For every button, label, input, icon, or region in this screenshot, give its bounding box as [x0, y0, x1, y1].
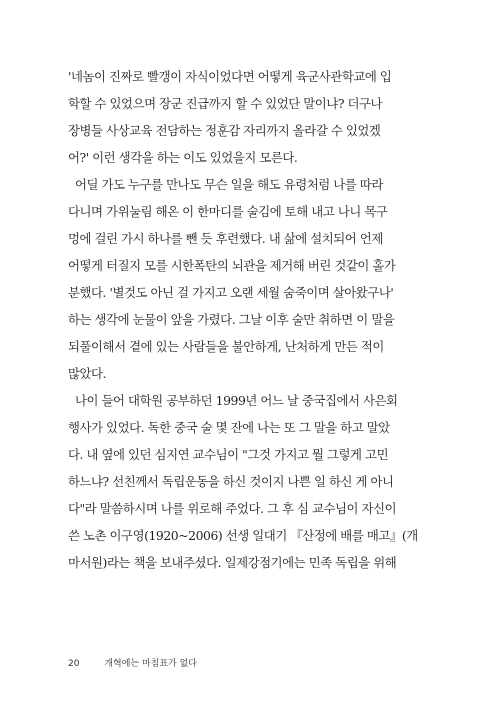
text-line: 다"라 말씀하시며 나를 위로해 주었다. 그 후 심 교수님이 자신이 [68, 501, 397, 516]
text-line: 쓴 노촌 이구영(1920~2006) 선생 일대기 『산정에 배를 매고』(개 [68, 528, 418, 543]
body-text [68, 63, 430, 576]
text-line: 분했다. '별것도 아닌 걸 가지고 오랜 세월 숨죽이며 살아왔구나' [68, 285, 394, 300]
text-line: 많았다. [68, 366, 107, 381]
page-footer [68, 656, 197, 669]
text-line: 장병들 사상교육 전담하는 정훈감 자리까지 올라갈 수 있었겠 [68, 123, 381, 138]
text-line: 멍에 걸린 가시 하나를 뺀 듯 후련했다. 내 삶에 설치되어 언제 [68, 231, 383, 246]
text-line: 되풀이해서 곁에 있는 사람들을 불안하게, 난처하게 만든 적이 [68, 339, 384, 354]
text-line: 나이 들어 대학원 공부하던 1999년 어느 날 중국집에서 사은회 [68, 393, 398, 408]
text-line: 어딜 가도 누구를 만나도 무슨 일을 해도 유령처럼 나를 따라 [68, 177, 383, 192]
text-line: 하는 생각에 눈물이 앞을 가렸다. 그날 이후 술만 취하면 이 말을 [68, 312, 395, 327]
text-line: 하느냐? 선친께서 독립운동을 하신 것이지 나쁜 일 하신 게 아니 [68, 474, 394, 489]
text-line: 다. 내 옆에 있던 심지연 교수님이 "그것 가지고 뭘 그렇게 고민 [68, 447, 389, 462]
text-line: 행사가 있었다. 독한 중국 술 몇 잔에 나는 또 그 말을 하고 말았 [68, 420, 390, 435]
running-title: 개혁에는 마침표가 없다 [104, 659, 197, 669]
text-line: 어떻게 터질지 모를 시한폭탄의 뇌관을 제거해 버린 것같이 홀가 [68, 258, 396, 273]
text-line: 마서원)라는 책을 보내주셨다. 일제강점기에는 민족 독립을 위해 [68, 555, 397, 570]
text-line: 학할 수 있었으며 장군 진급까지 할 수 있었단 말이냐? 더구나 [68, 96, 383, 111]
text-line: 다니며 가위눌림 해온 이 한마디를 술김에 토해 내고 나니 목구 [68, 204, 388, 219]
page-number: 20 [68, 659, 80, 669]
text-line: 어?' 이런 생각을 하는 이도 있었을지 모른다. [68, 150, 298, 165]
text-line: '네놈이 진짜로 빨갱이 자식이었다면 어떻게 육군사관학교에 입 [68, 69, 392, 84]
